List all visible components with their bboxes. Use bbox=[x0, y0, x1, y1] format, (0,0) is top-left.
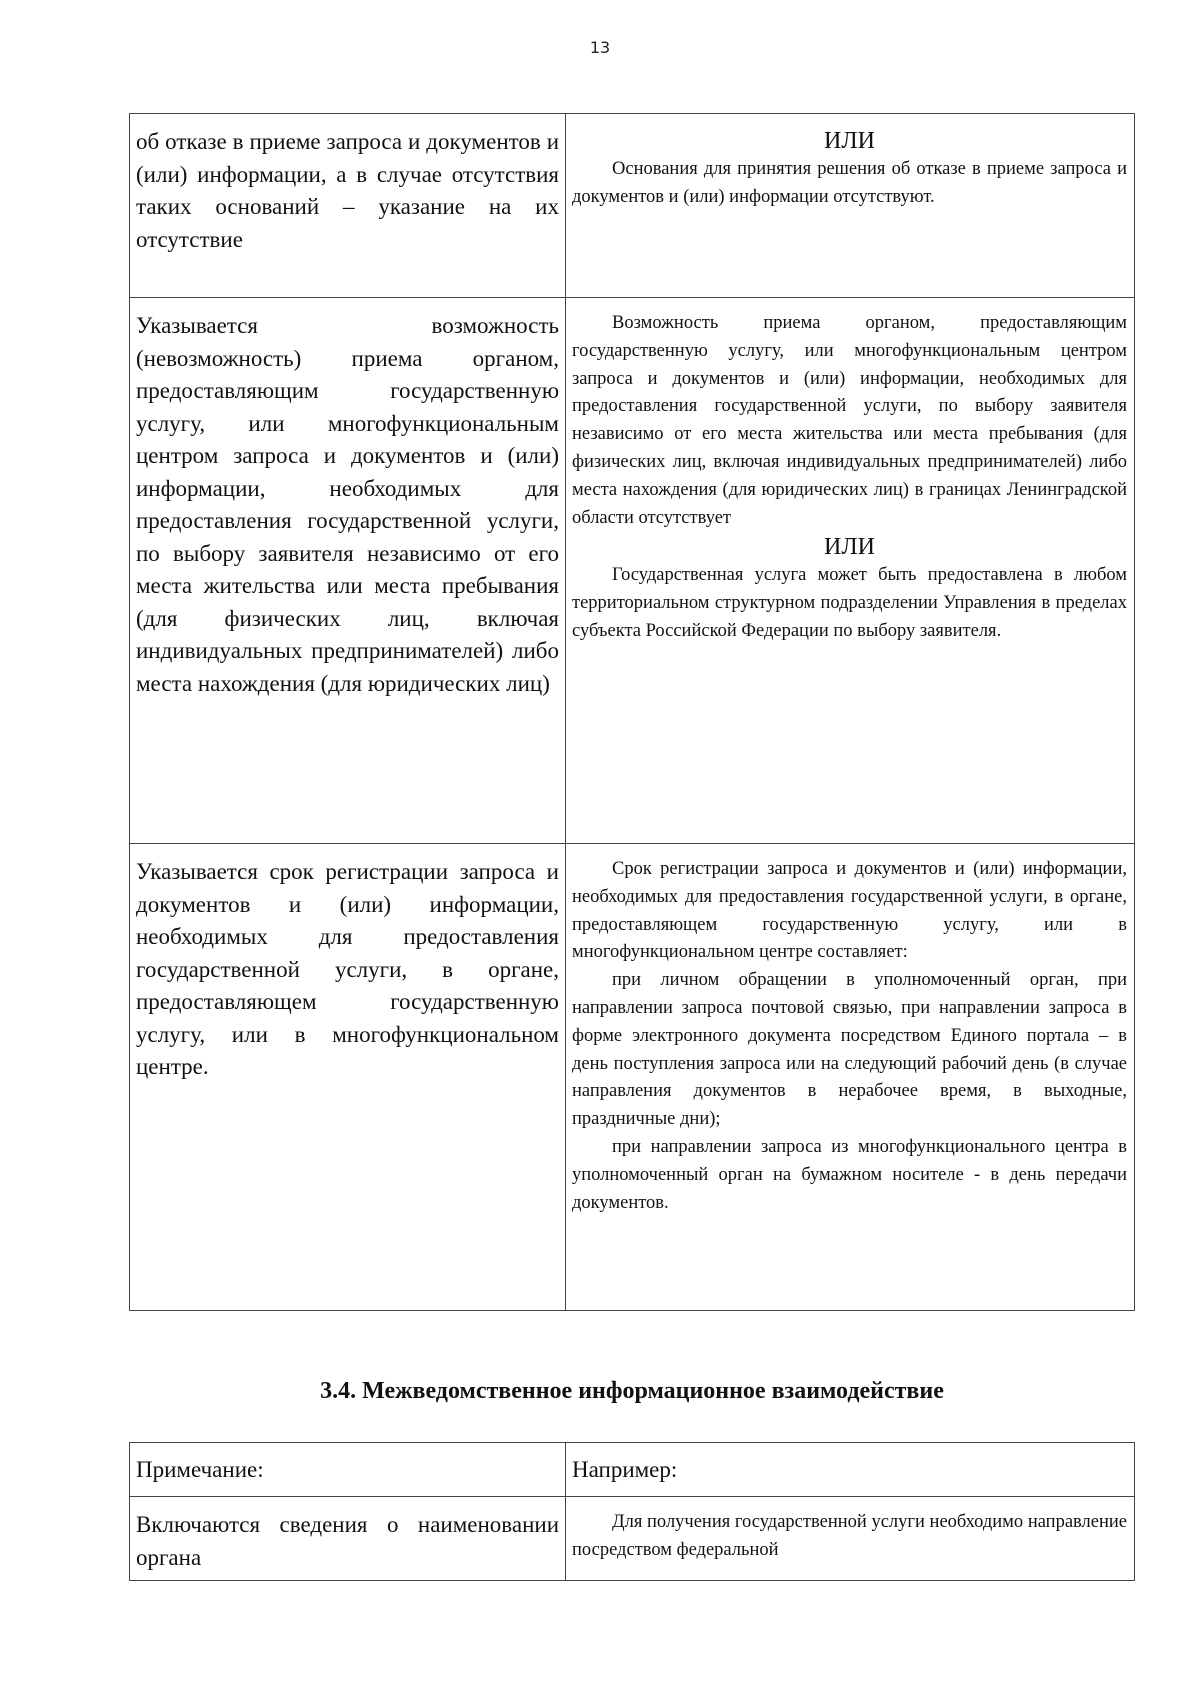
paragraph: Срок регистрации запроса и документов и (или) информации, необходимых для предоставления государственной услуги, в органе, предоставляющем государственную услугу, или в многофункциональном центре составляет: bbox=[572, 859, 1127, 963]
table-row bbox=[130, 1497, 1135, 1581]
requirements-table bbox=[129, 113, 1135, 1311]
paragraph: при личном обращении в уполномоченный орган, при направлении запроса почтовой связью, при направлении запроса в форме электронного документа посредством Единого портала – в день поступления запроса или на следующий рабочий день (в случае направления документов в нерабочее время, в выходные, праздничные дни); bbox=[572, 970, 1127, 1130]
table-row bbox=[130, 844, 1135, 1311]
table-cell-description: Включаются сведения о наименовании органа bbox=[130, 1497, 566, 1581]
or-separator: ИЛИ bbox=[824, 128, 875, 154]
table-row bbox=[130, 114, 1135, 298]
interagency-table bbox=[129, 1442, 1135, 1581]
table-cell-description: Указывается возможность (невозможность) приема органом, предоставляющим государственную услугу, или многофункциональным центром запроса и документов и (или) информации, необходимых для предоставления государственной услуги, по выбору заявителя независимо от его места жительства или места пребывания (для физических лиц, включая индивидуальных предпринимателей) либо места нахождения (для юридических лиц) bbox=[130, 298, 566, 844]
or-separator: ИЛИ bbox=[824, 534, 875, 561]
section-heading: 3.4. Межведомственное информационное взаимодействие bbox=[320, 1378, 944, 1404]
table-cell-example bbox=[566, 844, 1135, 1311]
paragraph: Основания для принятия решения об отказе в приеме запроса и документов и (или) информации отсутствуют. bbox=[572, 159, 1127, 207]
table-header-row bbox=[130, 1443, 1135, 1497]
paragraph: Государственная услуга может быть предоставлена в любом территориальном структурном подразделении Управления в пределах субъекта Российской Федерации по выбору заявителя. bbox=[572, 565, 1127, 641]
page-number: 13 bbox=[589, 38, 611, 57]
paragraph: при направлении запроса из многофункционального центра в уполномоченный орган на бумажном носителе - в день передачи документов. bbox=[572, 1136, 1127, 1213]
paragraph: Возможность приема органом, предоставляющим государственную услугу, или многофункциональным центром запроса и документов и (или) информации, необходимых для предоставления государственной услуги, по выбору заявителя независимо от его места жительства или места пребывания (для физических лиц, включая индивидуальных предпринимателей) либо места нахождения (для юридических лиц) в границах Ленинградской области отсутствует bbox=[572, 313, 1127, 528]
header-example: Например: bbox=[566, 1443, 1135, 1497]
table-cell-description: Указывается срок регистрации запроса и документов и (или) информации, необходимых для предоставления государственной услуги, в органе, предоставляющем государственную услугу, или в многофункциональном центре. bbox=[130, 844, 566, 1311]
table-cell-example bbox=[566, 1497, 1135, 1581]
table-cell-example bbox=[566, 298, 1135, 844]
paragraph: Для получения государственной услуги необходимо направление посредством федеральной bbox=[572, 1512, 1127, 1560]
table-cell-description: об отказе в приеме запроса и документов и (или) информации, а в случае отсутствия таких оснований – указание на их отсутствие bbox=[130, 114, 566, 298]
table-cell-example bbox=[566, 114, 1135, 298]
header-note: Примечание: bbox=[130, 1443, 566, 1497]
table-row bbox=[130, 298, 1135, 844]
